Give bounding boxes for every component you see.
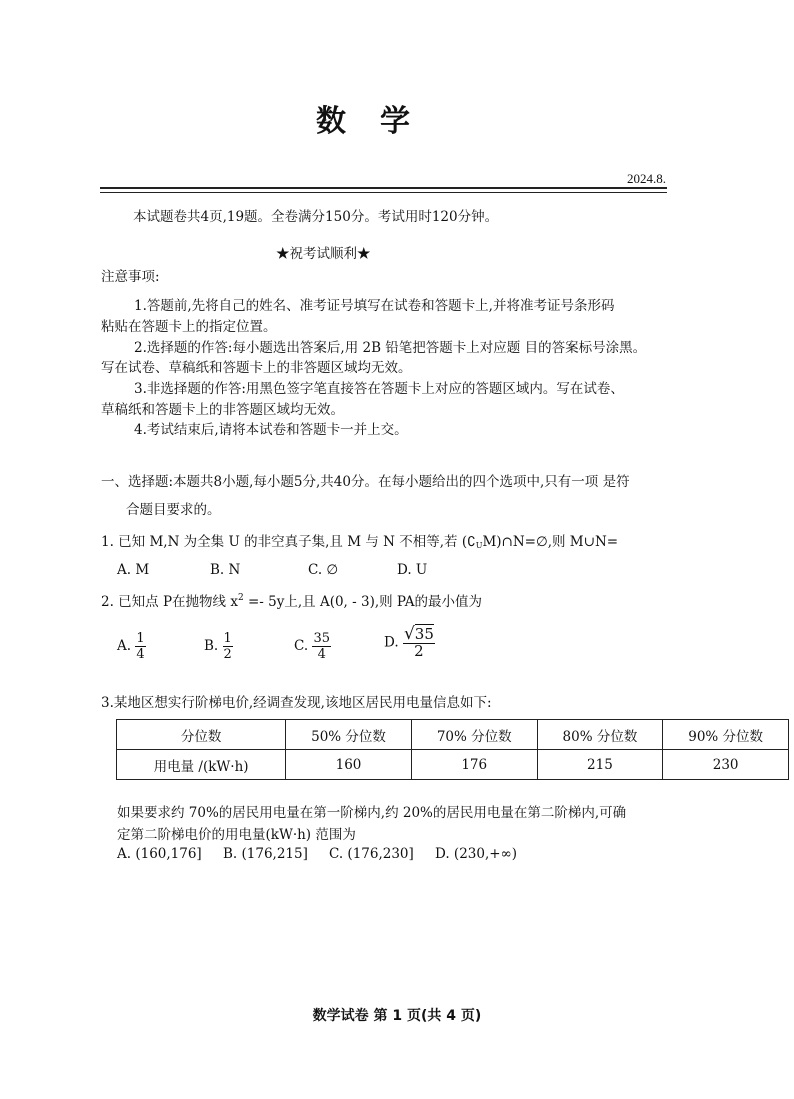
- table-cell: 215: [537, 750, 663, 780]
- question-2-option-c: C. $\frac{35}{4}$: [294, 631, 330, 662]
- note-line: 草稿纸和答题卡上的非答题区域均无效。: [101, 402, 344, 418]
- note-line: 2.选择题的作答:每小题选出答案后,用 2B 铅笔把答题卡上对应题 目的答案标号涂黑。: [134, 340, 647, 356]
- table-cell: 230: [663, 750, 789, 780]
- table-cell: 176: [411, 750, 537, 780]
- page-footer: 数学试卷 第 1 页(共 4 页): [312, 1008, 482, 1024]
- question-1-option-c: C. ∅: [308, 562, 339, 578]
- question-1-option-d: D. U: [397, 562, 428, 578]
- section-heading: 一、选择题:本题共8小题,每小题5分,共40分。在每小题给出的四个选项中,只有一项 是符: [101, 474, 630, 490]
- question-3-stem: 3.某地区想实行阶梯电价,经调查发现,该地区居民用电量信息如下:: [101, 695, 492, 711]
- question-3-option-d: D. (230,+∞): [435, 846, 518, 862]
- question-1-stem: 1. 已知 M,N 为全集 U 的非空真子集,且 M 与 N 不相等,若 $(∁_UM)\cap N=\emptyset$,则 M∪N=: [101, 534, 619, 550]
- table-header-row: [117, 720, 789, 750]
- table-header-cell: 70% 分位数: [411, 720, 537, 750]
- table-cell: 用电量 /(kW·h): [117, 750, 286, 780]
- header-rule-thin: [100, 192, 667, 193]
- usage-table: [116, 719, 789, 780]
- header-rule-thick: [100, 187, 667, 189]
- note-line: 4.考试结束后,请将本试卷和答题卡一并上交。: [134, 422, 408, 438]
- table-header-cell: 90% 分位数: [663, 720, 789, 750]
- table-row: [117, 750, 789, 780]
- question-3-option-a: A. (160,176]: [117, 846, 202, 862]
- page-title: 数学: [316, 104, 444, 139]
- question-2-stem: 2. 已知点 P在抛物线 $x^2 =- 5y$上,且 A(0, - 3),则 PA的最小值为: [101, 593, 483, 610]
- question-2-option-d: D. $\frac{√35}{2}$: [384, 624, 434, 660]
- question-2-option-a: A. $\frac{1}{4}$: [117, 631, 145, 662]
- question-1-option-a: A. M: [117, 562, 150, 578]
- table-header-cell: 分位数: [117, 720, 286, 750]
- question-3-text: 定第二阶梯电价的用电量(kW·h) 范围为: [117, 827, 356, 843]
- note-line: 写在试卷、草稿纸和答题卡上的非答题区域均无效。: [101, 360, 412, 376]
- table-cell: 160: [286, 750, 412, 780]
- question-1-option-b: B. N: [210, 562, 241, 578]
- question-3-text: 如果要求约 70%的居民用电量在第一阶梯内,约 20%的居民用电量在第二阶梯内,可确: [117, 805, 627, 821]
- table-header-cell: 80% 分位数: [537, 720, 663, 750]
- exam-date: 2024.8.: [627, 171, 666, 186]
- note-line: 粘贴在答题卡上的指定位置。: [101, 319, 277, 335]
- section-heading-cont: 合题目要求的。: [126, 502, 221, 518]
- question-2-option-b: B. $\frac{1}{2}$: [204, 631, 232, 662]
- wish-text: ★祝考试顺利★: [276, 246, 371, 262]
- intro-text: 本试题卷共4页,19题。全卷满分150分。考试用时120分钟。: [133, 209, 499, 225]
- note-line: 3.非选择题的作答:用黑色签字笔直接答在答题卡上对应的答题区域内。写在试卷、: [134, 381, 624, 397]
- notes-heading: 注意事项:: [101, 269, 160, 285]
- question-3-option-b: B. (176,215]: [223, 846, 308, 862]
- table-header-cell: 50% 分位数: [286, 720, 412, 750]
- note-line: 1.答题前,先将自己的姓名、准考证号填写在试卷和答题卡上,并将准考证号条形码: [134, 298, 615, 314]
- question-3-option-c: C. (176,230]: [329, 846, 414, 862]
